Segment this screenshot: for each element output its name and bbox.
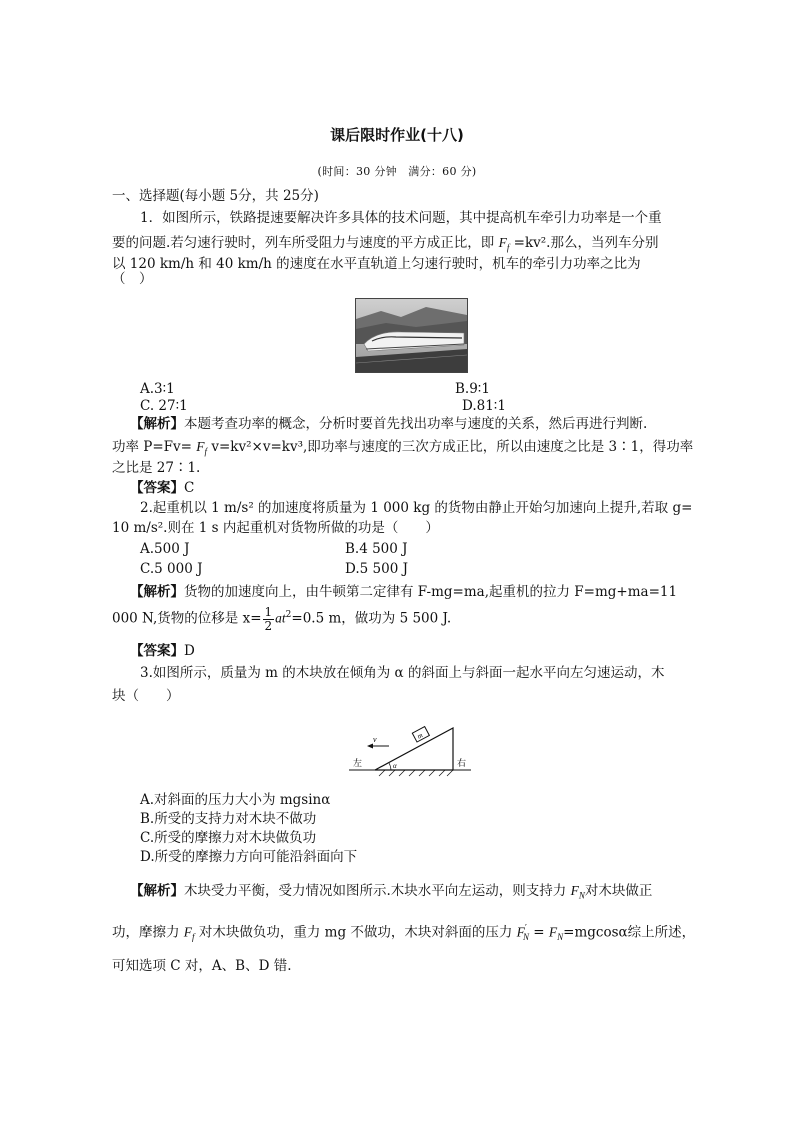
q3-option-d: D.所受的摩擦力方向可能沿斜面向下 <box>140 849 358 865</box>
q1-line-2: 要的问题.若匀速行驶时，列车所受阻力与速度的平方成正比，即 $F_f =kv^2$.那么，当列车分别 <box>112 235 659 253</box>
velocity-label: v <box>373 735 377 744</box>
q1-line-4: （ ） <box>112 271 153 287</box>
q2-option-d: D.5 500 J <box>345 561 408 577</box>
q2-option-c: C.5 000 J <box>140 561 203 577</box>
arrow-head-icon <box>367 744 373 749</box>
q1-analysis-line-2: 功率 $P=Fv= F_f$ v=kv²×v=kv³,即功率与速度的三次方成正比，所以由速度之比是 3∶1，得功率 <box>112 439 694 457</box>
q2-analysis-line-2: 000 N,货物的位移是 x= $\frac{1}{2}$ $at^2=0.5$ m，做功为 5 500 J. <box>112 605 452 633</box>
q3-option-a: A.对斜面的压力大小为 mgsinα <box>140 792 331 808</box>
q1-option-b: B.9∶1 <box>455 381 490 397</box>
q2-option-b: B.4 500 J <box>345 541 408 557</box>
q1-line-3: 以 120 km/h 和 40 km/h 的速度在水平直轨道上匀速行驶时，机车的牵引力功率之比为 <box>112 256 641 272</box>
angle-label: α <box>393 762 397 770</box>
q3-line-1: 3.如图所示，质量为 m 的木块放在倾角为 α 的斜面上与斜面一起水平向左匀速运动，木 <box>140 665 665 681</box>
q3-analysis-line-2: 功，摩擦力 $F_f$ 对木块做负功，重力 mg 不做功，木块对斜面的压力 $F'_N = F_N=mgcos\alpha$综上所述， <box>112 924 696 943</box>
mass-label: m <box>415 731 425 741</box>
incline-diagram <box>345 722 475 780</box>
q2-answer: 【答案】D <box>130 643 195 659</box>
q2-option-a: A.500 J <box>140 541 190 557</box>
fraction-one-half: $\frac{1}{2}$ <box>264 605 273 633</box>
q1-option-c: C. 27∶1 <box>140 398 188 414</box>
q2-analysis-line-1: 【解析】货物的加速度向上，由牛顿第二定律有 F-mg=ma,起重机的拉力 F=mg+ma=11 <box>130 584 678 600</box>
q3-option-b: B.所受的支持力对木块不做功 <box>140 811 317 827</box>
q1-analysis-line-3: 之比是 27∶1. <box>112 460 201 476</box>
q1-option-a: A.3∶1 <box>140 381 175 397</box>
q1-line-1: 1．如图所示，铁路提速要解决许多具体的技术问题，其中提高机车牵引力功率是一个重 <box>140 210 662 226</box>
q1-analysis-line-1: 【解析】本题考查功率的概念，分析时要首先找出功率与速度的关系，然后再进行判断. <box>130 416 648 432</box>
q3-line-2: 块（ ） <box>112 688 180 704</box>
q3-analysis-line-3: 可知选项 C 对，A、B、D 错. <box>112 958 292 974</box>
page-title: 课后限时作业(十八) <box>330 126 464 144</box>
q1-option-d: D.81∶1 <box>462 398 506 414</box>
section-heading: 一、选择题(每小题 5分，共 25分) <box>112 188 319 204</box>
right-label: 右 <box>457 759 467 769</box>
q3-option-c: C.所受的摩擦力对木块做负功 <box>140 830 317 846</box>
q2-line-1: 2.起重机以 1 m/s² 的加速度将质量为 1 000 kg 的货物由静止开始匀加速向上提升,若取 g= <box>140 500 693 516</box>
left-label: 左 <box>353 759 363 769</box>
train-image <box>355 298 468 373</box>
q1-answer: 【答案】C <box>130 480 195 496</box>
block-on-incline-figure <box>345 722 475 780</box>
high-speed-train-photo <box>356 299 467 372</box>
q3-analysis-line-1: 【解析】木块受力平衡，受力情况如图所示.木块水平向左运动，则支持力 $F_N$对木块做正 <box>130 883 653 901</box>
q2-line-2: 10 m/s².则在 1 s 内起重机对货物所做的功是（ ） <box>112 520 439 536</box>
time-score-meta: (时间：30 分钟 满分：60 分) <box>317 165 477 178</box>
